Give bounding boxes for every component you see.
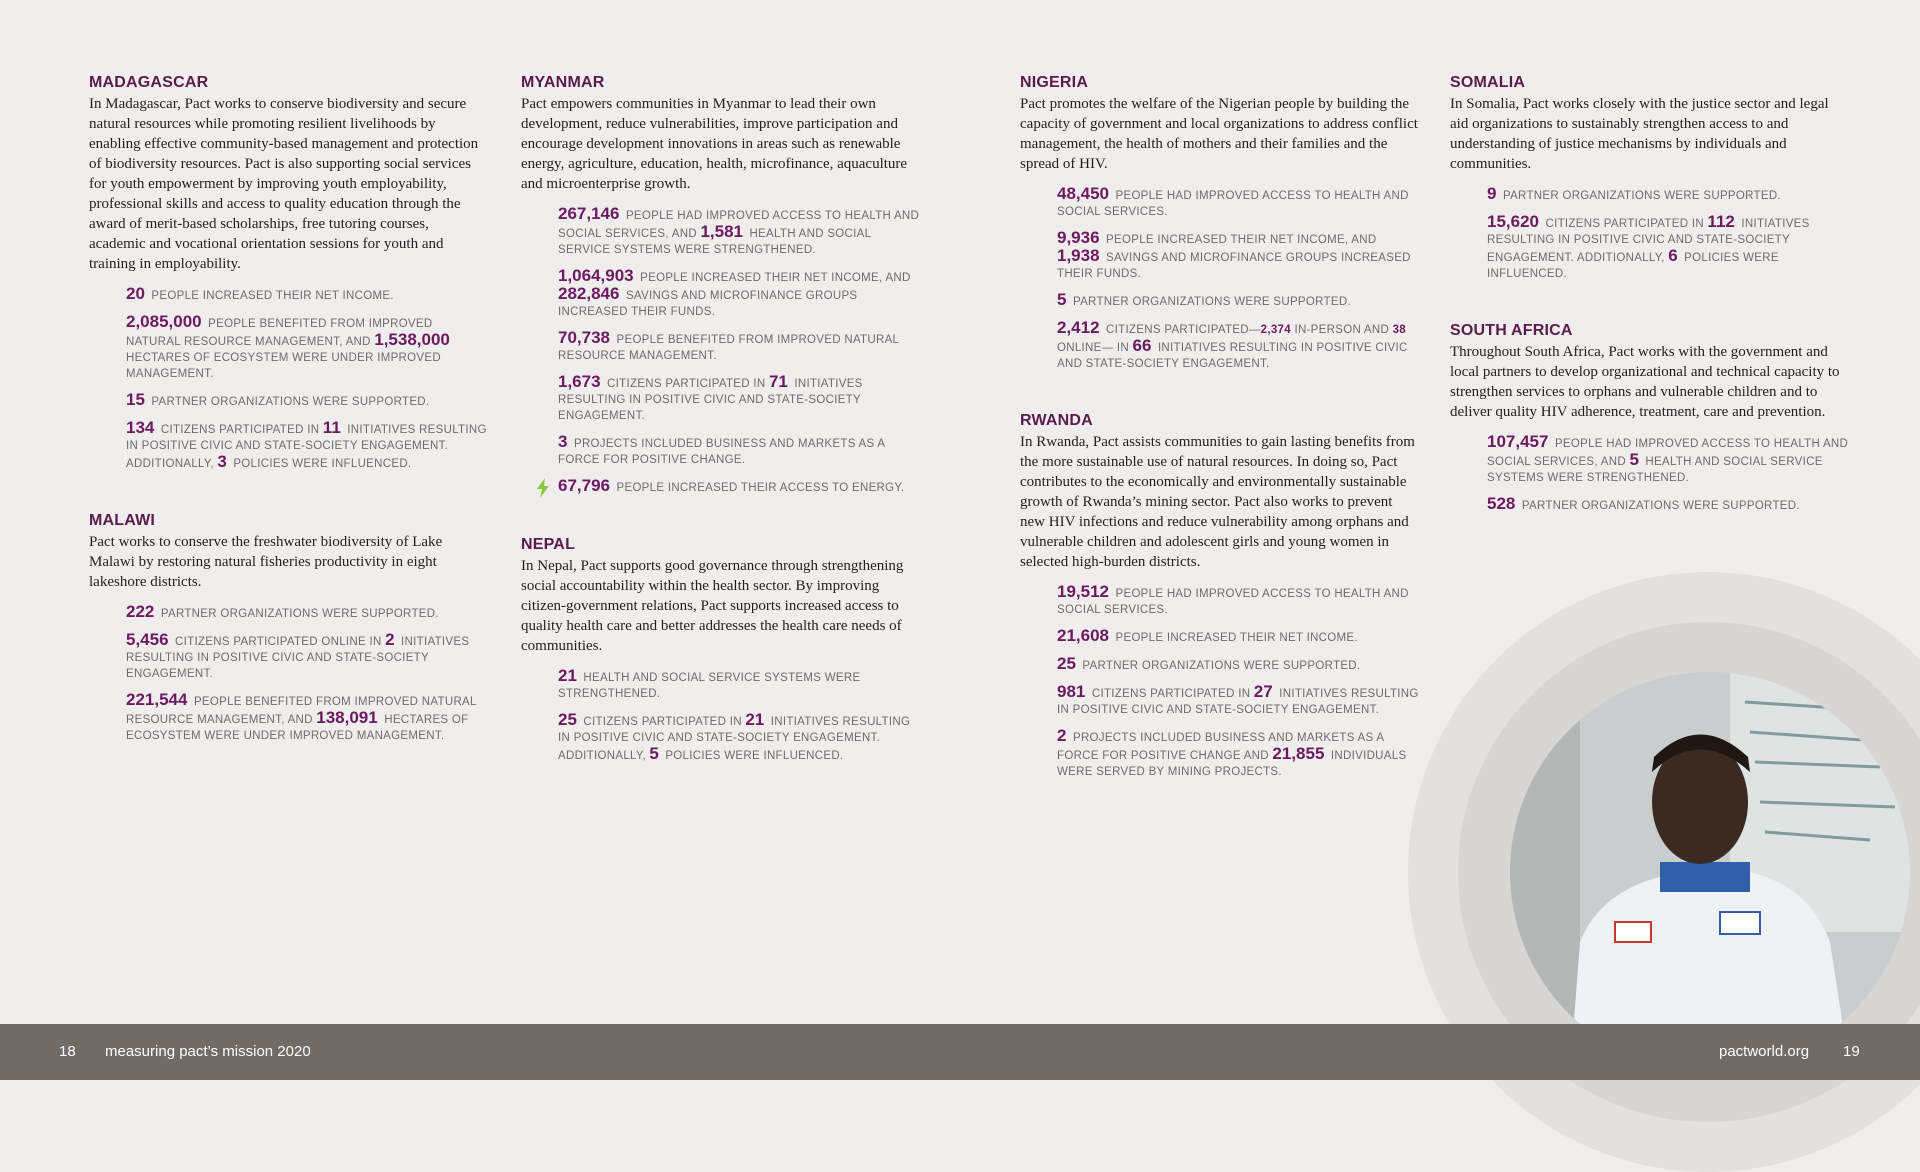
stat-text: CITIZENS PARTICIPATED ONLINE IN bbox=[175, 636, 382, 648]
stat-number: 38 bbox=[1392, 324, 1406, 336]
country-heading: SOMALIA bbox=[1450, 74, 1526, 91]
stat-number: 71 bbox=[768, 372, 788, 391]
stat-number: 20 bbox=[126, 284, 145, 303]
stat-text: CITIZENS PARTICIPATED IN bbox=[1091, 688, 1251, 700]
stat-text: POLICIES WERE INFLUENCED. bbox=[1487, 252, 1779, 280]
stat-item bbox=[1057, 728, 1420, 780]
country-heading: NEPAL bbox=[521, 536, 576, 553]
stats-list bbox=[126, 604, 489, 744]
country-intro: Pact empowers communities in Myanmar to lead their own development, reduce vulnerabilities, improve participation and encourage development innovations in areas such as renewable energy, agriculture, education, health, microfinance, aquaculture and microenterprise growth. bbox=[521, 96, 908, 192]
stat-item bbox=[558, 478, 921, 496]
country-rwanda bbox=[1020, 412, 1420, 780]
stat-text: PEOPLE BENEFITED FROM IMPROVED NATURAL RESOURCE MANAGEMENT, AND bbox=[126, 318, 433, 348]
stat-number: 1,538,000 bbox=[374, 330, 450, 349]
stat-text: PROJECTS INCLUDED BUSINESS AND MARKETS AS A FORCE FOR POSITIVE CHANGE. bbox=[558, 438, 885, 466]
stat-text: INITIATIVES RESULTING IN POSITIVE CIVIC AND STATE-SOCIETY ENGAGEMENT. bbox=[1057, 688, 1419, 716]
page-number-left: 18 bbox=[59, 1043, 76, 1060]
stat-item bbox=[558, 268, 921, 320]
stat-item bbox=[1487, 434, 1850, 486]
stat-number: 21,608 bbox=[1057, 626, 1109, 645]
page-footer bbox=[0, 1024, 1920, 1080]
stat-number: 5 bbox=[649, 744, 659, 763]
stat-number: 25 bbox=[1057, 654, 1076, 673]
country-intro: In Nepal, Pact supports good governance through strengthening social accountability within the health sector. By improving citizen-government relations, Pact supports increased access to quality health care and better addresses the health care needs of communities. bbox=[521, 558, 904, 654]
stat-text: CITIZENS PARTICIPATED IN bbox=[583, 716, 742, 728]
stat-text: PEOPLE HAD IMPROVED ACCESS TO HEALTH AND SOCIAL SERVICES. bbox=[1057, 588, 1409, 616]
stat-item bbox=[126, 632, 489, 682]
country-myanmar bbox=[521, 74, 921, 496]
stat-item bbox=[126, 286, 489, 304]
stat-number: 2,412 bbox=[1057, 318, 1100, 337]
stat-number: 21 bbox=[558, 666, 577, 685]
stat-item bbox=[558, 668, 921, 702]
stat-text: PEOPLE INCREASED THEIR ACCESS TO ENERGY. bbox=[616, 482, 905, 494]
country-intro: In Madagascar, Pact works to conserve biodiversity and secure natural resources while promoting resilient livelihoods by enabling effective community-based management and protection of biodiversity resources. Pact is also supporting social services for youth empowerment by improving youth employability, professional skills and access to quality education through the award of merit-based scholarships, free tutoring courses, academic and vocational orientation sessions for youth and training in employability. bbox=[89, 96, 479, 272]
stat-number: 3 bbox=[558, 432, 568, 451]
country-malawi bbox=[89, 512, 489, 744]
photo-man-speaking bbox=[1510, 672, 1910, 1072]
stat-item bbox=[558, 712, 921, 764]
stat-text: IN-PERSON AND bbox=[1294, 324, 1390, 336]
column-1 bbox=[89, 74, 489, 784]
publication-title: measuring pact’s mission 2020 bbox=[105, 1043, 311, 1060]
stat-number: 2 bbox=[1057, 726, 1067, 745]
stat-text: POLICIES WERE INFLUENCED. bbox=[233, 458, 412, 470]
stat-number: 528 bbox=[1487, 494, 1516, 513]
stat-number: 221,544 bbox=[126, 690, 188, 709]
stat-number: 48,450 bbox=[1057, 184, 1109, 203]
stat-item bbox=[1487, 496, 1850, 514]
stat-item bbox=[558, 374, 921, 424]
stat-number: 27 bbox=[1253, 682, 1273, 701]
stat-item bbox=[1057, 628, 1420, 646]
stat-item bbox=[126, 692, 489, 744]
country-intro: Pact promotes the welfare of the Nigerian people by building the capacity of government and local organizations to address conflict management, the health of mothers and their families and the spread of HIV. bbox=[1020, 96, 1418, 172]
country-heading: MYANMAR bbox=[521, 74, 605, 91]
stat-number: 21 bbox=[745, 710, 765, 729]
stats-list bbox=[558, 206, 921, 496]
stat-number: 25 bbox=[558, 710, 577, 729]
stat-text: POLICIES WERE INFLUENCED. bbox=[665, 750, 844, 762]
country-heading: MADAGASCAR bbox=[89, 74, 209, 91]
stat-text: PEOPLE HAD IMPROVED ACCESS TO HEALTH AND SOCIAL SERVICES, AND bbox=[1487, 438, 1849, 468]
stat-item bbox=[1487, 186, 1850, 204]
stat-number: 70,738 bbox=[558, 328, 610, 347]
stat-number: 2,085,000 bbox=[126, 312, 202, 331]
stat-text: CITIZENS PARTICIPATED— bbox=[1106, 324, 1261, 336]
column-4 bbox=[1450, 74, 1850, 554]
country-heading: MALAWI bbox=[89, 512, 156, 529]
stat-text: HECTARES OF ECOSYSTEM WERE UNDER IMPROVED MANAGEMENT. bbox=[126, 714, 469, 742]
stat-number: 1,673 bbox=[558, 372, 601, 391]
stat-item bbox=[126, 314, 489, 382]
stat-number: 15,620 bbox=[1487, 212, 1539, 231]
stat-text: HEALTH AND SOCIAL SERVICE SYSTEMS WERE STRENGTHENED. bbox=[1487, 456, 1823, 484]
stat-text: PARTNER ORGANIZATIONS WERE SUPPORTED. bbox=[1072, 296, 1351, 308]
country-somalia bbox=[1450, 74, 1850, 282]
country-nepal bbox=[521, 536, 921, 764]
country-nigeria bbox=[1020, 74, 1420, 372]
stat-number: 3 bbox=[217, 452, 227, 471]
stat-number: 222 bbox=[126, 602, 155, 621]
stat-text: ONLINE— IN bbox=[1057, 342, 1130, 354]
stat-number: 6 bbox=[1668, 246, 1678, 265]
column-3 bbox=[1020, 74, 1420, 820]
stat-text: PEOPLE HAD IMPROVED ACCESS TO HEALTH AND SOCIAL SERVICES. bbox=[1057, 190, 1409, 218]
stat-text: PARTNER ORGANIZATIONS WERE SUPPORTED. bbox=[160, 608, 439, 620]
page-number-right: 19 bbox=[1843, 1043, 1860, 1060]
stat-item bbox=[1057, 684, 1420, 718]
country-madagascar bbox=[89, 74, 489, 472]
stat-text: CITIZENS PARTICIPATED IN bbox=[607, 378, 766, 390]
stat-text: INITIATIVES RESULTING IN POSITIVE CIVIC AND STATE-SOCIETY ENGAGEMENT. bbox=[558, 378, 863, 422]
stat-item bbox=[1057, 320, 1420, 372]
stat-number: 21,855 bbox=[1272, 744, 1325, 763]
stat-number: 1,938 bbox=[1057, 246, 1100, 265]
stat-text: PARTNER ORGANIZATIONS WERE SUPPORTED. bbox=[1502, 190, 1781, 202]
stat-text: PARTNER ORGANIZATIONS WERE SUPPORTED. bbox=[1521, 500, 1800, 512]
stat-number: 66 bbox=[1132, 336, 1152, 355]
photo-illustration bbox=[1510, 672, 1910, 1072]
stat-item bbox=[1057, 584, 1420, 618]
stat-number: 67,796 bbox=[558, 476, 610, 495]
stat-number: 138,091 bbox=[316, 708, 378, 727]
stat-number: 2,374 bbox=[1260, 324, 1291, 336]
country-intro: In Somalia, Pact works closely with the justice sector and legal aid organizations to sustainably strengthen access to and understanding of justice mechanisms by individuals and communities. bbox=[1450, 96, 1829, 172]
stat-number: 9,936 bbox=[1057, 228, 1100, 247]
stat-text: CITIZENS PARTICIPATED IN bbox=[160, 424, 320, 436]
lightning-bolt-icon bbox=[536, 478, 550, 498]
stat-text: PROJECTS INCLUDED BUSINESS AND MARKETS AS A FORCE FOR POSITIVE CHANGE AND bbox=[1057, 732, 1384, 762]
stats-list bbox=[558, 668, 921, 764]
stat-text: INITIATIVES RESULTING IN POSITIVE CIVIC AND STATE-SOCIETY ENGAGEMENT. bbox=[1057, 342, 1408, 370]
stat-number: 15 bbox=[126, 390, 145, 409]
column-2 bbox=[521, 74, 921, 804]
stat-number: 5 bbox=[1629, 450, 1639, 469]
stat-number: 11 bbox=[322, 418, 341, 437]
stat-number: 267,146 bbox=[558, 204, 620, 223]
stat-text: INITIATIVES RESULTING IN POSITIVE CIVIC AND STATE-SOCIETY ENGAGEMENT. ADDITIONALLY, bbox=[126, 424, 487, 470]
stat-text: PEOPLE INCREASED THEIR NET INCOME, AND bbox=[640, 272, 911, 284]
stats-list bbox=[126, 286, 489, 472]
stat-text: PEOPLE HAD IMPROVED ACCESS TO HEALTH AND SOCIAL SERVICES, AND bbox=[558, 210, 920, 240]
website-link[interactable]: pactworld.org bbox=[1719, 1043, 1810, 1060]
stat-item bbox=[1487, 214, 1850, 282]
stat-number: 282,846 bbox=[558, 284, 620, 303]
stat-number: 112 bbox=[1707, 212, 1735, 231]
stat-item bbox=[558, 434, 921, 468]
stats-list bbox=[1487, 434, 1850, 514]
country-heading: RWANDA bbox=[1020, 412, 1093, 429]
stat-number: 5,456 bbox=[126, 630, 169, 649]
country-south-africa bbox=[1450, 322, 1850, 514]
stat-text: HEALTH AND SOCIAL SERVICE SYSTEMS WERE STRENGTHENED. bbox=[558, 672, 861, 700]
stat-text: INITIATIVES RESULTING IN POSITIVE CIVIC AND STATE-SOCIETY ENGAGEMENT. ADDITIONALLY, bbox=[1487, 218, 1810, 264]
stat-item bbox=[126, 392, 489, 410]
stat-text: HECTARES OF ECOSYSTEM WERE UNDER IMPROVED MANAGEMENT. bbox=[126, 352, 441, 380]
stat-text: INITIATIVES RESULTING IN POSITIVE CIVIC AND STATE-SOCIETY ENGAGEMENT. ADDITIONALLY, bbox=[558, 716, 911, 762]
stat-item bbox=[1057, 230, 1420, 282]
stat-text: PARTNER ORGANIZATIONS WERE SUPPORTED. bbox=[1082, 660, 1361, 672]
stat-text: PEOPLE INCREASED THEIR NET INCOME. bbox=[1115, 632, 1358, 644]
stat-number: 19,512 bbox=[1057, 582, 1109, 601]
stat-text: SAVINGS AND MICROFINANCE GROUPS INCREASED THEIR FUNDS. bbox=[558, 290, 858, 318]
stat-text: PEOPLE BENEFITED FROM IMPROVED NATURAL RESOURCE MANAGEMENT, AND bbox=[126, 696, 477, 726]
stat-item bbox=[1057, 186, 1420, 220]
stat-item bbox=[558, 330, 921, 364]
stats-list bbox=[1057, 186, 1420, 372]
stat-item bbox=[126, 604, 489, 622]
stat-text: INITIATIVES RESULTING IN POSITIVE CIVIC AND STATE-SOCIETY ENGAGEMENT. bbox=[126, 636, 470, 680]
stat-item bbox=[126, 420, 489, 472]
stat-number: 1,581 bbox=[700, 222, 743, 241]
stat-text: PEOPLE INCREASED THEIR NET INCOME. bbox=[151, 290, 394, 302]
stat-number: 981 bbox=[1057, 682, 1086, 701]
stats-list bbox=[1057, 584, 1420, 780]
stat-item bbox=[1057, 292, 1420, 310]
stat-text: SAVINGS AND MICROFINANCE GROUPS INCREASED THEIR FUNDS. bbox=[1057, 252, 1411, 280]
stat-number: 5 bbox=[1057, 290, 1067, 309]
stat-number: 107,457 bbox=[1487, 432, 1549, 451]
stats-list bbox=[1487, 186, 1850, 282]
stat-item bbox=[1057, 656, 1420, 674]
stat-number: 134 bbox=[126, 418, 155, 437]
country-intro: Pact works to conserve the freshwater biodiversity of Lake Malawi by restoring natural fisheries productivity in eight lakeshore districts. bbox=[89, 534, 443, 590]
stat-number: 1,064,903 bbox=[558, 266, 634, 285]
stat-number: 2 bbox=[385, 630, 395, 649]
stat-number: 9 bbox=[1487, 184, 1497, 203]
stat-text: PARTNER ORGANIZATIONS WERE SUPPORTED. bbox=[151, 396, 430, 408]
country-intro: In Rwanda, Pact assists communities to gain lasting benefits from the more sustainable use of natural resources. In doing so, Pact contributes to the economically and environmentally sustainable growth of Rwanda’s mining sector. Pact also works to prevent new HIV infections and reduce vulnerability among orphans and vulnerable children and adolescent girls and young women in selected high-burden districts. bbox=[1020, 434, 1415, 570]
country-heading: NIGERIA bbox=[1020, 74, 1089, 91]
stat-text: CITIZENS PARTICIPATED IN bbox=[1545, 218, 1704, 230]
country-heading: SOUTH AFRICA bbox=[1450, 322, 1573, 339]
stat-text: HEALTH AND SOCIAL SERVICE SYSTEMS WERE STRENGTHENED. bbox=[558, 228, 871, 256]
stat-text: PEOPLE INCREASED THEIR NET INCOME, AND bbox=[1106, 234, 1377, 246]
stat-text: PEOPLE BENEFITED FROM IMPROVED NATURAL RESOURCE MANAGEMENT. bbox=[558, 334, 899, 362]
stat-text: INDIVIDUALS WERE SERVED BY MINING PROJECTS. bbox=[1057, 750, 1407, 778]
country-intro: Throughout South Africa, Pact works with the government and local partners to develop organizational and technical capacity to strengthen services to orphans and vulnerable children and to deliver quality HIV adherence, treatment, care and prevention. bbox=[1450, 344, 1840, 420]
stat-item bbox=[558, 206, 921, 258]
